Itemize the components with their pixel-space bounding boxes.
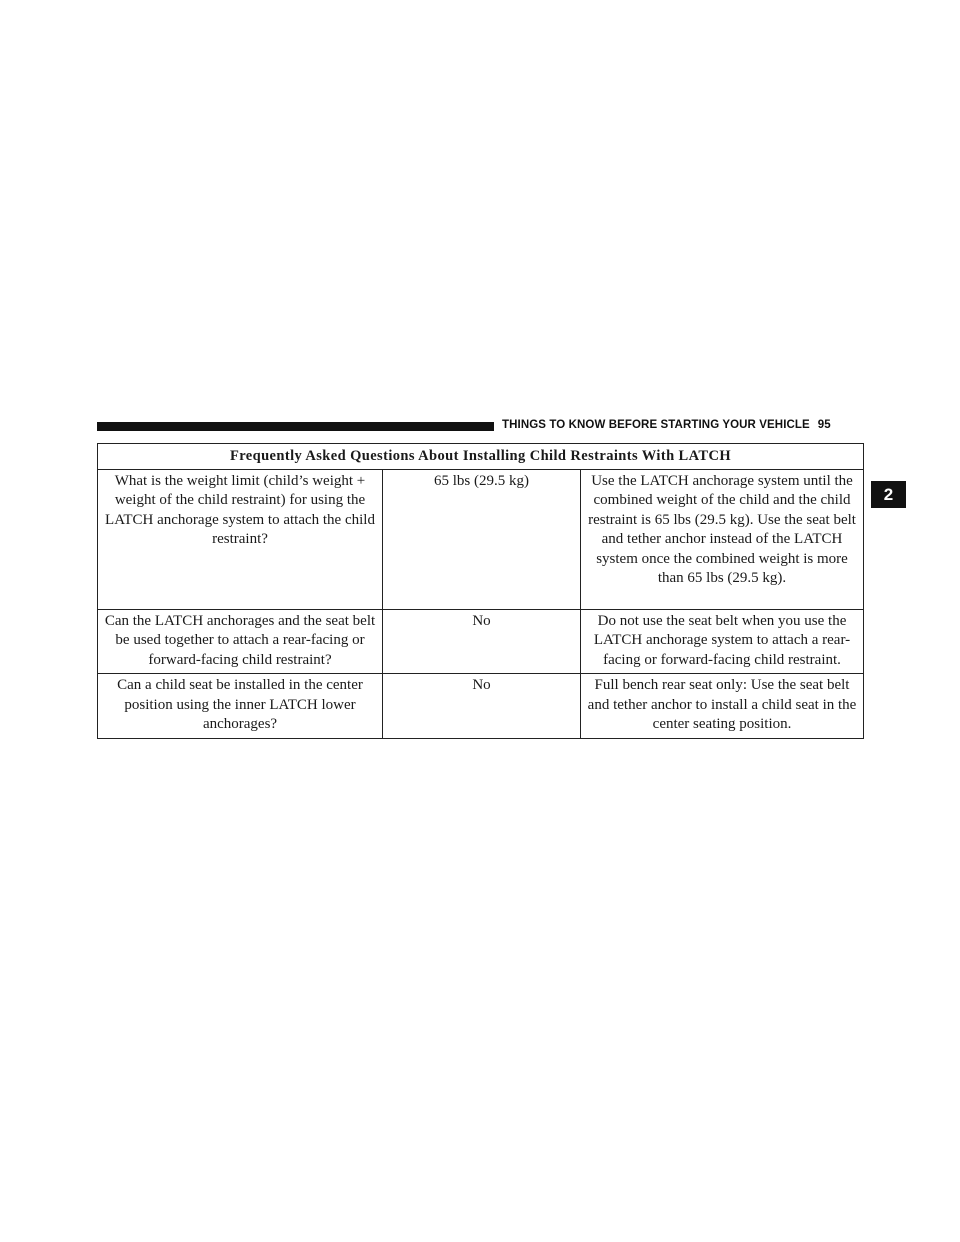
answer-cell: No xyxy=(383,609,581,674)
chapter-tab: 2 xyxy=(871,481,906,508)
explanation-cell: Full bench rear seat only: Use the seat belt and tether anchor to install a child seat in the center seating position. xyxy=(581,674,864,739)
explanation-cell: Do not use the seat belt when you use the LATCH anchorage system to attach a rear-facing or forward-facing child restraint. xyxy=(581,609,864,674)
answer-cell: No xyxy=(383,674,581,739)
table-title: Frequently Asked Questions About Installing Child Restraints With LATCH xyxy=(98,444,864,470)
table-title-row xyxy=(98,444,864,470)
table-row xyxy=(98,609,864,674)
table-row xyxy=(98,674,864,739)
question-cell: Can the LATCH anchorages and the seat belt be used together to attach a rear-facing or forward-facing child restraint? xyxy=(98,609,383,674)
question-cell: Can a child seat be installed in the center position using the inner LATCH lower anchorages? xyxy=(98,674,383,739)
page-number: 95 xyxy=(817,419,831,431)
faq-table xyxy=(97,443,864,739)
running-header xyxy=(502,419,831,431)
header-rule-bar xyxy=(97,422,494,431)
answer-cell: 65 lbs (29.5 kg) xyxy=(383,469,581,609)
question-cell: What is the weight limit (child’s weight + weight of the child restraint) for using the LATCH anchorage system to attach the child restraint? xyxy=(98,469,383,609)
explanation-cell: Use the LATCH anchorage system until the combined weight of the child and the child restraint is 65 lbs (29.5 kg). Use the seat belt and tether anchor instead of the LATCH system once the combined weight is more than 65 lbs (29.5 kg). xyxy=(581,469,864,609)
table-row xyxy=(98,469,864,609)
section-title: THINGS TO KNOW BEFORE STARTING YOUR VEHICLE xyxy=(502,419,810,431)
